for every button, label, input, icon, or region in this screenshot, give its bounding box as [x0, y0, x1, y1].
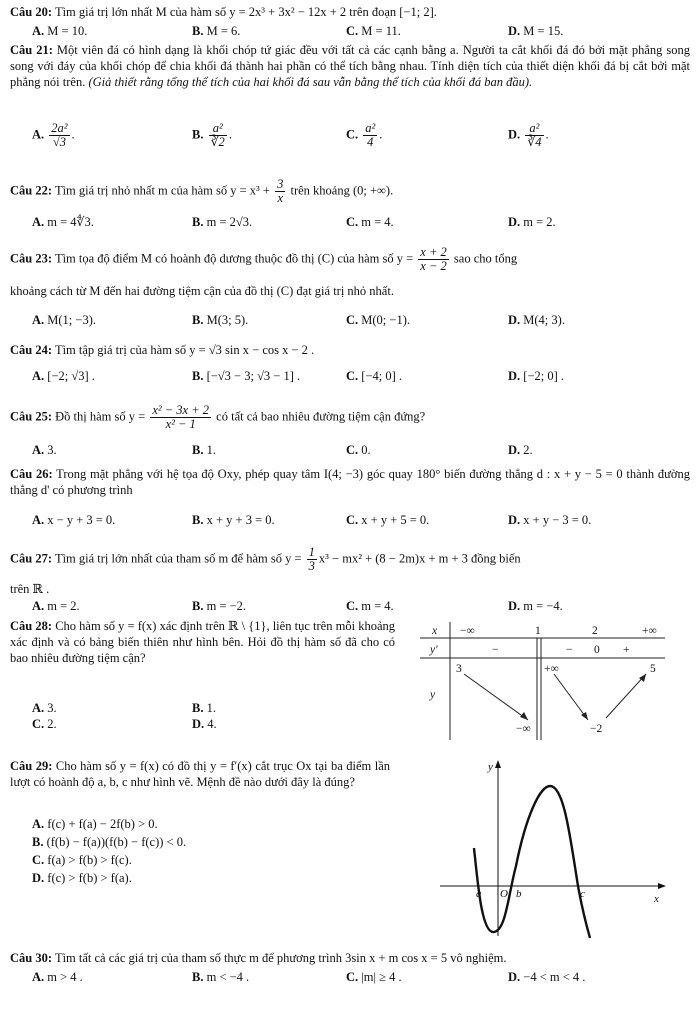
option-a[interactable]: A. M(1; −3).: [32, 313, 96, 327]
question-label: Câu 28:: [10, 619, 53, 633]
answer-options: [10, 312, 690, 328]
y-label: y: [430, 689, 436, 701]
option-a[interactable]: A. $\frac{\text{2a²}}{√3}$ .: [32, 121, 75, 149]
option-c[interactable]: C. 0.: [346, 443, 371, 457]
yp-sign: −: [566, 644, 573, 656]
question-label: Câu 22:: [10, 183, 53, 198]
question-text: Đồ thị hàm số y =: [55, 409, 146, 424]
question-text-continued: khoảng cách từ M đến hai đường tiệm cận của đồ thị (C) đạt giá trị nhỏ nhất.: [10, 284, 394, 298]
option-b[interactable]: B. x + y + 3 = 0.: [192, 513, 275, 527]
question-text: Một viên đá có hình dạng là khối chóp tứ giác đều với tất cả các cạnh bằng a. Người ta cắt khối đá đó bởi mặt phẳng song song với đáy của khối chóp để chia khối đá thành hai phần có thể tích bằng nhau. Tính diện tích của thiết diện khối đá bị cắt bởi mặt phẳng nói trên.: [10, 43, 690, 89]
question-text: Tìm giá trị lớn nhất của tham số m để hàm số y =: [54, 551, 302, 566]
yp-sign: +: [623, 644, 630, 656]
question-text: Tìm tập giá trị của hàm số y = √3 sin x − cos x − 2 .: [54, 343, 315, 357]
y-value: 3: [456, 663, 462, 675]
option-c[interactable]: C. m = 4.: [346, 215, 394, 229]
option-b[interactable]: B. m = −2.: [192, 599, 247, 613]
option-b[interactable]: B. M = 6.: [192, 24, 241, 38]
option-b[interactable]: B. $\frac{\text{a²}}{∛2}$ .: [192, 121, 232, 149]
option-a[interactable]: A. M = 10.: [32, 24, 88, 38]
y-axis-arrow: [495, 760, 501, 768]
option-c[interactable]: C. m = 4.: [346, 599, 394, 613]
question-22: [10, 177, 690, 229]
question-label: Câu 27:: [10, 551, 53, 566]
option-d[interactable]: D. [−2; 0] .: [508, 369, 565, 383]
x-value: 1: [535, 625, 541, 637]
answer-options: [10, 214, 690, 230]
question-30: [10, 950, 690, 984]
option-a[interactable]: A. [−2; √3] .: [32, 369, 95, 383]
question-note: (Giả thiết rằng tổng thể tích của hai khối đá sau vẫn bằng thể tích của khối đá ban đầu).: [88, 75, 533, 89]
option-d[interactable]: D. M = 15.: [508, 24, 564, 38]
option-b[interactable]: B. [−√3 − 3; √3 − 1] .: [192, 369, 301, 383]
arrow-head: [520, 712, 528, 720]
option-d[interactable]: D. m = 2.: [508, 215, 556, 229]
question-text-end: trên khoảng (0; +∞).: [290, 183, 394, 198]
question-label: Câu 29:: [10, 759, 53, 773]
question-28: [10, 618, 395, 731]
option-a[interactable]: A. m = 2.: [32, 599, 80, 613]
y-value: −∞: [516, 723, 531, 735]
question-label: Câu 24:: [10, 343, 53, 357]
y-axis-label: y: [488, 761, 493, 773]
option-d[interactable]: D. 4.: [192, 717, 217, 731]
option-c[interactable]: C. M = 11.: [346, 24, 401, 38]
answer-options: [10, 512, 690, 528]
option-b[interactable]: B. 1.: [192, 443, 216, 457]
option-b[interactable]: B. M(3; 5).: [192, 313, 249, 327]
arrow-head: [581, 712, 588, 720]
option-b[interactable]: B. 1.: [192, 701, 216, 715]
option-c[interactable]: C. $\frac{\text{a²}}{4}$ .: [346, 121, 383, 149]
question-26: [10, 466, 690, 527]
option-a[interactable]: A. 3.: [32, 443, 57, 457]
point-label: b: [516, 888, 522, 900]
question-21: [10, 42, 690, 149]
answer-options: [10, 442, 690, 458]
question-label: Câu 21:: [10, 43, 53, 57]
option-d[interactable]: D. m = −4.: [508, 599, 563, 613]
question-text: Cho hàm số y = f(x) xác định trên ℝ \ {1}, liên tục trên mỗi khoảng xác định và có bảng biến thiên như hình bên. Hỏi đồ thị hàm số đã cho có bao nhiêu đường tiệm cận?: [10, 619, 395, 665]
point-label: a: [476, 888, 482, 900]
option-a[interactable]: A. 3.: [32, 701, 57, 715]
option-d[interactable]: D. −4 < m < 4 .: [508, 970, 586, 984]
x-value: +∞: [642, 625, 657, 637]
option-a[interactable]: A. x − y + 3 = 0.: [32, 513, 116, 527]
option-c[interactable]: C. x + y + 5 = 0.: [346, 513, 430, 527]
option-c[interactable]: C. M(0; −1).: [346, 313, 410, 327]
question-text-end: có tất cả bao nhiêu đường tiệm cận đứng?: [216, 409, 426, 424]
yp-label: y′: [430, 644, 438, 656]
option-b[interactable]: B. m < −4 .: [192, 970, 250, 984]
question-label: Câu 25:: [10, 409, 53, 424]
question-20: [10, 4, 690, 38]
question-23: [10, 245, 690, 327]
yp-sign: −: [492, 644, 499, 656]
question-text: Trong mặt phẳng với hệ tọa độ Oxy, phép quay tâm I(4; −3) góc quay 180° biến đường thẳng d : x + y − 5 = 0 thành đường thẳng d' có phương trình: [10, 467, 690, 497]
question-29: [10, 758, 390, 885]
y-value: +∞: [544, 663, 559, 675]
question-text-continued: trên ℝ .: [10, 582, 50, 596]
x-value: −∞: [460, 625, 475, 637]
question-label: Câu 23:: [10, 251, 53, 266]
option-a[interactable]: A. f(c) + f(a) − 2f(b) > 0.: [32, 817, 158, 831]
question-25: [10, 403, 690, 457]
y-value: −2: [590, 723, 603, 735]
fraction: $\frac{1}{3}$: [308, 545, 315, 573]
x-axis-label: x: [654, 893, 659, 905]
question-label: Câu 20:: [10, 5, 53, 19]
increasing-arrow: [606, 674, 646, 718]
question-label: Câu 30:: [10, 951, 53, 965]
option-d[interactable]: D. f(c) > f(b) > f(a).: [32, 871, 132, 885]
derivative-graph: [430, 756, 670, 946]
yp-sign: 0: [594, 644, 600, 656]
option-c[interactable]: C. 2.: [32, 717, 57, 731]
question-text: Tìm giá trị nhỏ nhất m của hàm số y = x³ +: [54, 183, 270, 198]
variation-table: [420, 622, 665, 742]
fraction: $\frac{3}{x}$: [277, 177, 284, 205]
answer-options-row1: [10, 700, 395, 716]
answer-options-row2: [10, 716, 395, 732]
option-c[interactable]: C. f(a) > f(b) > f(c).: [32, 853, 132, 867]
option-b[interactable]: B. (f(b) − f(a))(f(b) − f(c)) < 0.: [32, 835, 187, 849]
question-label: Câu 26:: [10, 467, 53, 481]
option-d[interactable]: D. $\frac{\text{a²}}{∛4}$ .: [508, 121, 549, 149]
decreasing-arrow: [554, 674, 588, 720]
question-text-end: sao cho tổng: [453, 251, 518, 266]
x-axis-arrow: [658, 883, 666, 889]
answer-options: [10, 368, 690, 384]
option-a[interactable]: A. m > 4 .: [32, 970, 83, 984]
answer-options: [10, 969, 690, 985]
option-d[interactable]: D. x + y − 3 = 0.: [508, 513, 592, 527]
x-value: 2: [592, 625, 598, 637]
fraction: $\frac{\text{x² − 3x + 2}}{\text{x² − 1}}$: [152, 403, 210, 431]
option-d[interactable]: D. M(4; 3).: [508, 313, 565, 327]
option-c[interactable]: C. [−4; 0] .: [346, 369, 403, 383]
answer-options: [10, 23, 690, 39]
option-c[interactable]: C. |m| ≥ 4 .: [346, 970, 402, 984]
option-a[interactable]: A. m = 4∜3.: [32, 215, 94, 229]
question-text: Tìm tọa độ điểm M có hoành độ dương thuộc đồ thị (C) của hàm số y =: [54, 251, 414, 266]
point-label: c: [580, 888, 585, 900]
question-text: Tìm tất cả các giá trị của tham số thực m để phương trình 3sin x + m cos x = 5 vô nghiệm.: [54, 951, 507, 965]
question-text-end: x³ − mx² + (8 − 2m)x + m + 3 đồng biến: [318, 551, 521, 566]
option-d[interactable]: D. 2.: [508, 443, 533, 457]
question-text: Tìm giá trị lớn nhất M của hàm số y = 2x³ + 3x² − 12x + 2 trên đoạn [−1; 2].: [54, 5, 437, 19]
derivative-curve: [474, 786, 590, 938]
answer-options: [10, 598, 690, 614]
question-text: Cho hàm số y = f(x) có đồ thị y = f′(x) cắt trục Ox tại ba điểm lần lượt có hoành độ a, b, c như hình vẽ. Mệnh đề nào dưới đây là đúng?: [10, 759, 390, 789]
x-label: x: [432, 625, 438, 637]
option-b[interactable]: B. m = 2√3.: [192, 215, 253, 229]
question-27: [10, 545, 690, 613]
answer-options: [10, 122, 690, 156]
decreasing-arrow: [464, 674, 528, 720]
question-24: [10, 342, 690, 383]
origin-label: O: [500, 888, 508, 900]
y-value: 5: [650, 663, 656, 675]
fraction: $\frac{x + 2}{x - 2}$: [420, 245, 447, 273]
